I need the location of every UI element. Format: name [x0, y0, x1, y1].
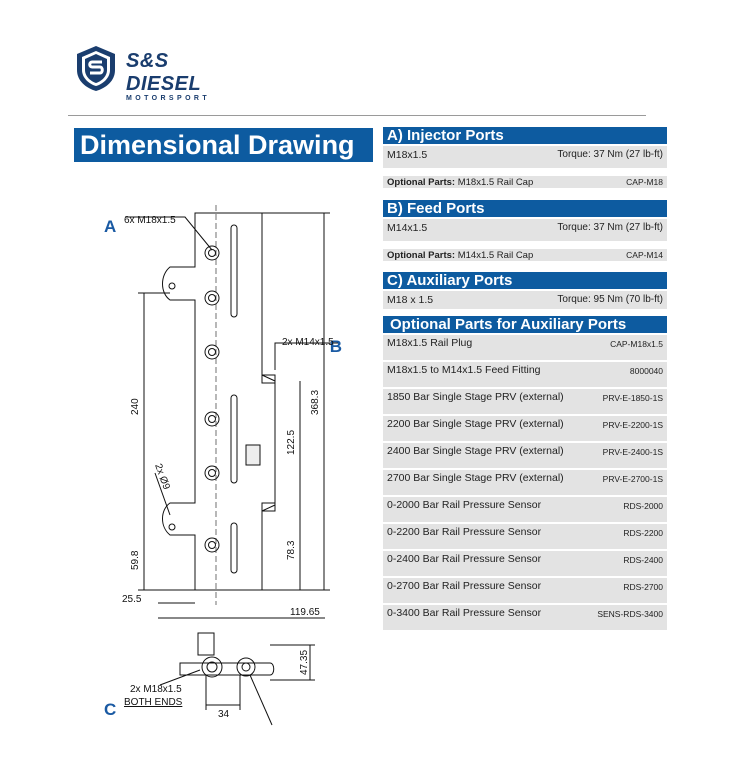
part-number: SENS-RDS-3400: [597, 609, 663, 619]
part-number: CAP-M18x1.5: [610, 339, 663, 349]
shield-logo-icon: [74, 44, 118, 92]
part-number: PRV-E-2200-1S: [602, 420, 663, 430]
optional-part: M14x1.5 Rail Cap: [457, 249, 534, 261]
part-number: RDS-2200: [623, 528, 663, 538]
injector-ports-header: A) Injector Ports: [383, 127, 667, 144]
part-number: RDS-2700: [623, 582, 663, 592]
feed-ports-header: B) Feed Ports: [383, 200, 667, 217]
dimensional-drawing: [100, 205, 340, 725]
optional-label: Optional Parts:: [387, 176, 456, 188]
injector-ports-panel: [383, 127, 667, 188]
dim-59: 59.8: [130, 550, 141, 570]
optional-part-number: CAP-M14: [626, 250, 663, 260]
optional-aux-row: [383, 443, 667, 468]
auxiliary-thread: M18 x 1.5: [387, 294, 434, 306]
part-number: 8000040: [629, 366, 663, 376]
part-name: 2200 Bar Single Stage PRV (external): [387, 418, 564, 430]
injector-optional-row: [383, 176, 667, 188]
optional-part-number: CAP-M18: [626, 177, 663, 187]
part-name: 2700 Bar Single Stage PRV (external): [387, 472, 564, 484]
label-c: C: [104, 700, 117, 719]
dim-240: 240: [130, 398, 141, 415]
dim-47: 47.35: [299, 649, 310, 675]
part-name: 0-2700 Bar Rail Pressure Sensor: [387, 580, 542, 592]
optional-aux-row: [383, 578, 667, 603]
auxiliary-spec-row: [383, 291, 667, 309]
brand-logo: [74, 44, 244, 102]
optional-aux-row: [383, 335, 667, 360]
optional-aux-row: [383, 524, 667, 549]
optional-aux-row: [383, 416, 667, 441]
optional-aux-row: [383, 551, 667, 576]
optional-aux-row: [383, 470, 667, 495]
part-name: 0-2000 Bar Rail Pressure Sensor: [387, 499, 542, 511]
page-title: Dimensional Drawing: [74, 128, 373, 162]
auxiliary-ports-panel: [383, 272, 667, 309]
auxiliary-torque: Torque: 95 Nm (70 lb-ft): [557, 294, 663, 305]
part-name: 1850 Bar Single Stage PRV (external): [387, 391, 564, 403]
part-number: PRV-E-2400-1S: [602, 447, 663, 457]
dim-34: 34: [218, 709, 230, 720]
feed-optional-row: [383, 249, 667, 261]
dim-122: 122.5: [286, 429, 297, 455]
dim-368: 368.3: [310, 389, 321, 415]
optional-part: M18x1.5 Rail Cap: [457, 176, 534, 188]
optional-aux-list: [383, 335, 667, 630]
part-number: PRV-E-2700-1S: [602, 474, 663, 484]
optional-aux-row: [383, 497, 667, 522]
part-name: 0-2200 Bar Rail Pressure Sensor: [387, 526, 542, 538]
part-number: PRV-E-1850-1S: [602, 393, 663, 403]
optional-aux-row: [383, 362, 667, 387]
label-b-text: 2x M14x1.5: [282, 337, 334, 348]
dim-25: 25.5: [122, 594, 142, 605]
label-a: A: [104, 217, 117, 236]
header-divider: [68, 115, 646, 116]
optional-label: Optional Parts:: [387, 249, 456, 261]
part-name: 0-2400 Bar Rail Pressure Sensor: [387, 553, 542, 565]
dim-hole: 2x Ø9: [152, 462, 172, 492]
injector-torque: Torque: 37 Nm (27 lb-ft): [557, 149, 663, 160]
feed-torque: Torque: 37 Nm (27 lb-ft): [557, 222, 663, 233]
optional-aux-row: [383, 605, 667, 630]
auxiliary-ports-header: C) Auxiliary Ports: [383, 272, 667, 289]
feed-spec-row: [383, 219, 667, 241]
dim-78: 78.3: [286, 540, 297, 560]
part-name: M18x1.5 to M14x1.5 Feed Fitting: [387, 364, 541, 376]
label-a-text: 6x M18x1.5: [124, 215, 176, 226]
part-name: 0-3400 Bar Rail Pressure Sensor: [387, 607, 542, 619]
part-number: RDS-2000: [623, 501, 663, 511]
brand-name: S&S DIESEL: [126, 50, 202, 95]
label-c-text-2: BOTH ENDS: [124, 697, 183, 708]
optional-aux-row: [383, 389, 667, 414]
part-name: 2400 Bar Single Stage PRV (external): [387, 445, 564, 457]
feed-ports-panel: [383, 200, 667, 261]
dim-119: 119.65: [290, 607, 320, 618]
part-number: RDS-2400: [623, 555, 663, 565]
brand-tagline: MOTORSPORT: [126, 95, 211, 102]
label-b: B: [329, 337, 342, 356]
label-c-text-1: 2x M18x1.5: [130, 684, 182, 695]
injector-thread: M18x1.5: [387, 149, 428, 161]
feed-thread: M14x1.5: [387, 222, 428, 234]
optional-aux-header: Optional Parts for Auxiliary Ports: [383, 316, 667, 333]
part-name: M18x1.5 Rail Plug: [387, 337, 473, 349]
optional-aux-panel: [383, 316, 667, 630]
injector-spec-row: [383, 146, 667, 168]
